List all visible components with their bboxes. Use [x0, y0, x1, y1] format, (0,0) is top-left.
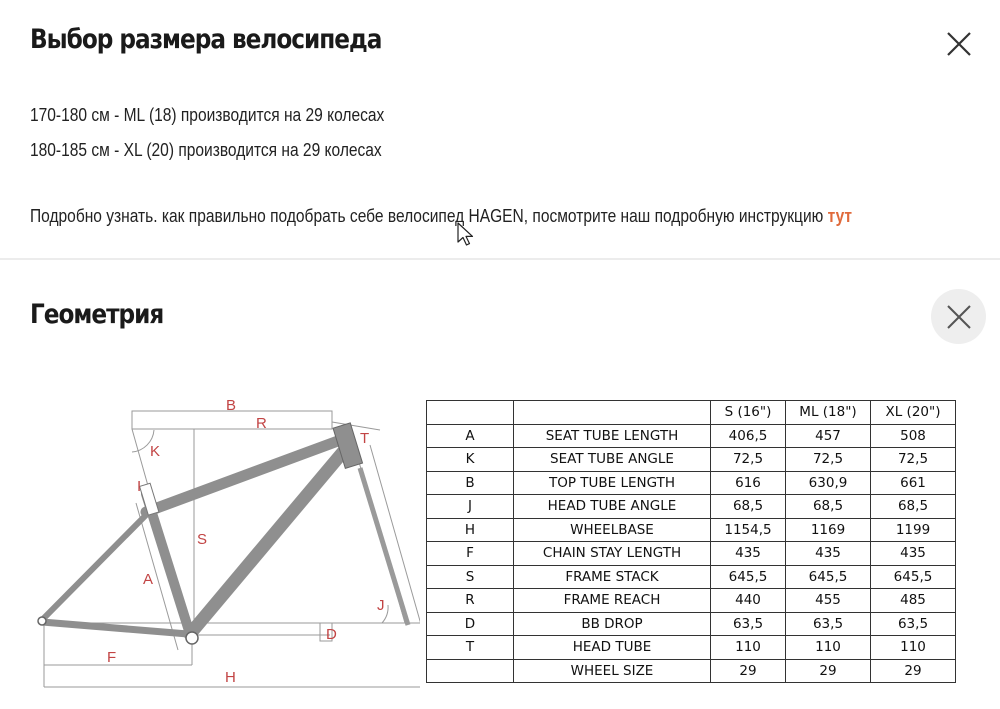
- table-header-size-ml: ML (18"): [786, 401, 871, 425]
- table-cell-parameter-name: HEAD TUBE ANGLE: [514, 495, 711, 519]
- table-cell-value-ml: 435: [786, 542, 871, 566]
- section-divider: [0, 258, 1000, 260]
- table-cell-value-xl: 68,5: [871, 495, 956, 519]
- table-cell-value-xl: 645,5: [871, 565, 956, 589]
- table-cell-value-s: 110: [711, 636, 786, 660]
- table-cell-value-s: 616: [711, 471, 786, 495]
- table-cell-value-s: 645,5: [711, 565, 786, 589]
- table-cell-value-ml: 68,5: [786, 495, 871, 519]
- diagram-label-j: J: [377, 597, 385, 614]
- table-cell-value-xl: 72,5: [871, 448, 956, 472]
- table-cell-parameter-name: CHAIN STAY LENGTH: [514, 542, 711, 566]
- table-cell-value-ml: 72,5: [786, 448, 871, 472]
- table-row: [427, 542, 956, 566]
- diagram-label-s: S: [197, 531, 208, 548]
- table-cell-value-ml: 645,5: [786, 565, 871, 589]
- table-cell-row-code: D: [427, 612, 514, 636]
- diagram-label-t: T: [360, 430, 370, 447]
- table-cell-value-xl: 661: [871, 471, 956, 495]
- table-cell-value-ml: 457: [786, 424, 871, 448]
- table-cell-value-xl: 1199: [871, 518, 956, 542]
- size-guide-text-body: Подробно узнать. как правильно подобрать себе велосипед HAGEN, посмотрите наш подробную инструкцию: [30, 205, 828, 226]
- diagram-label-a: A: [143, 571, 154, 588]
- table-cell-value-s: 406,5: [711, 424, 786, 448]
- table-cell-row-code: S: [427, 565, 514, 589]
- table-cell-row-code: R: [427, 589, 514, 613]
- size-line-ml: 170-180 см - ML (18) производится на 29 колесах: [30, 104, 385, 125]
- close-icon[interactable]: [938, 24, 978, 64]
- table-row: [427, 495, 956, 519]
- table-cell-value-xl: 29: [871, 659, 956, 683]
- table-cell-value-ml: 110: [786, 636, 871, 660]
- geometry-title: Геометрия: [30, 299, 164, 330]
- table-cell-value-s: 72,5: [711, 448, 786, 472]
- table-cell-row-code: H: [427, 518, 514, 542]
- table-row: [427, 612, 956, 636]
- table-row: [427, 589, 956, 613]
- table-cell-value-s: 440: [711, 589, 786, 613]
- table-cell-value-s: 63,5: [711, 612, 786, 636]
- table-cell-value-s: 29: [711, 659, 786, 683]
- table-cell-value-ml: 29: [786, 659, 871, 683]
- table-cell-parameter-name: TOP TUBE LENGTH: [514, 471, 711, 495]
- table-row: [427, 659, 956, 683]
- size-guide-text: [30, 205, 852, 227]
- table-cell-value-s: 1154,5: [711, 518, 786, 542]
- table-cell-parameter-name: FRAME REACH: [514, 589, 711, 613]
- table-cell-parameter-name: WHEELBASE: [514, 518, 711, 542]
- table-cell-parameter-name: WHEEL SIZE: [514, 659, 711, 683]
- frame-geometry-diagram: [30, 390, 420, 690]
- close-icon: [945, 303, 973, 331]
- table-row: [427, 518, 956, 542]
- table-row: [427, 565, 956, 589]
- diagram-label-k: K: [150, 443, 161, 460]
- table-cell-value-xl: 435: [871, 542, 956, 566]
- diagram-label-b: B: [226, 397, 237, 414]
- table-cell-row-code: K: [427, 448, 514, 472]
- table-cell-value-ml: 1169: [786, 518, 871, 542]
- table-cell-parameter-name: FRAME STACK: [514, 565, 711, 589]
- table-cell-value-xl: 110: [871, 636, 956, 660]
- table-header-cell: [514, 401, 711, 425]
- diagram-label-i: I: [137, 478, 142, 495]
- table-cell-row-code: A: [427, 424, 514, 448]
- table-cell-row-code: J: [427, 495, 514, 519]
- table-cell-value-xl: 63,5: [871, 612, 956, 636]
- table-cell-row-code: F: [427, 542, 514, 566]
- table-cell-value-xl: 485: [871, 589, 956, 613]
- mouse-cursor-icon: [456, 222, 476, 248]
- table-row: [427, 424, 956, 448]
- geometry-close-button[interactable]: [931, 289, 986, 344]
- table-cell-row-code: B: [427, 471, 514, 495]
- diagram-label-f: F: [107, 649, 117, 666]
- table-cell-row-code: T: [427, 636, 514, 660]
- table-header-size-xl: XL (20"): [871, 401, 956, 425]
- geometry-table: [426, 400, 956, 683]
- table-cell-parameter-name: BB DROP: [514, 612, 711, 636]
- table-cell-parameter-name: HEAD TUBE: [514, 636, 711, 660]
- table-row: [427, 636, 956, 660]
- size-guide-link[interactable]: тут: [827, 205, 853, 226]
- size-line-xl: 180-185 см - XL (20) производится на 29 колесах: [30, 139, 382, 160]
- table-cell-row-code: [427, 659, 514, 683]
- table-cell-value-ml: 63,5: [786, 612, 871, 636]
- table-cell-value-xl: 508: [871, 424, 956, 448]
- table-header-cell: [427, 401, 514, 425]
- table-cell-parameter-name: SEAT TUBE LENGTH: [514, 424, 711, 448]
- table-header-row: [427, 401, 956, 425]
- modal-title: Выбор размера велосипеда: [30, 24, 382, 55]
- diagram-label-h: H: [225, 669, 236, 686]
- table-cell-value-ml: 630,9: [786, 471, 871, 495]
- diagram-label-d: D: [326, 626, 337, 643]
- table-cell-value-s: 435: [711, 542, 786, 566]
- table-cell-value-ml: 455: [786, 589, 871, 613]
- diagram-label-r: R: [256, 415, 267, 432]
- table-row: [427, 448, 956, 472]
- table-cell-parameter-name: SEAT TUBE ANGLE: [514, 448, 711, 472]
- table-cell-value-s: 68,5: [711, 495, 786, 519]
- table-header-size-s: S (16"): [711, 401, 786, 425]
- table-row: [427, 471, 956, 495]
